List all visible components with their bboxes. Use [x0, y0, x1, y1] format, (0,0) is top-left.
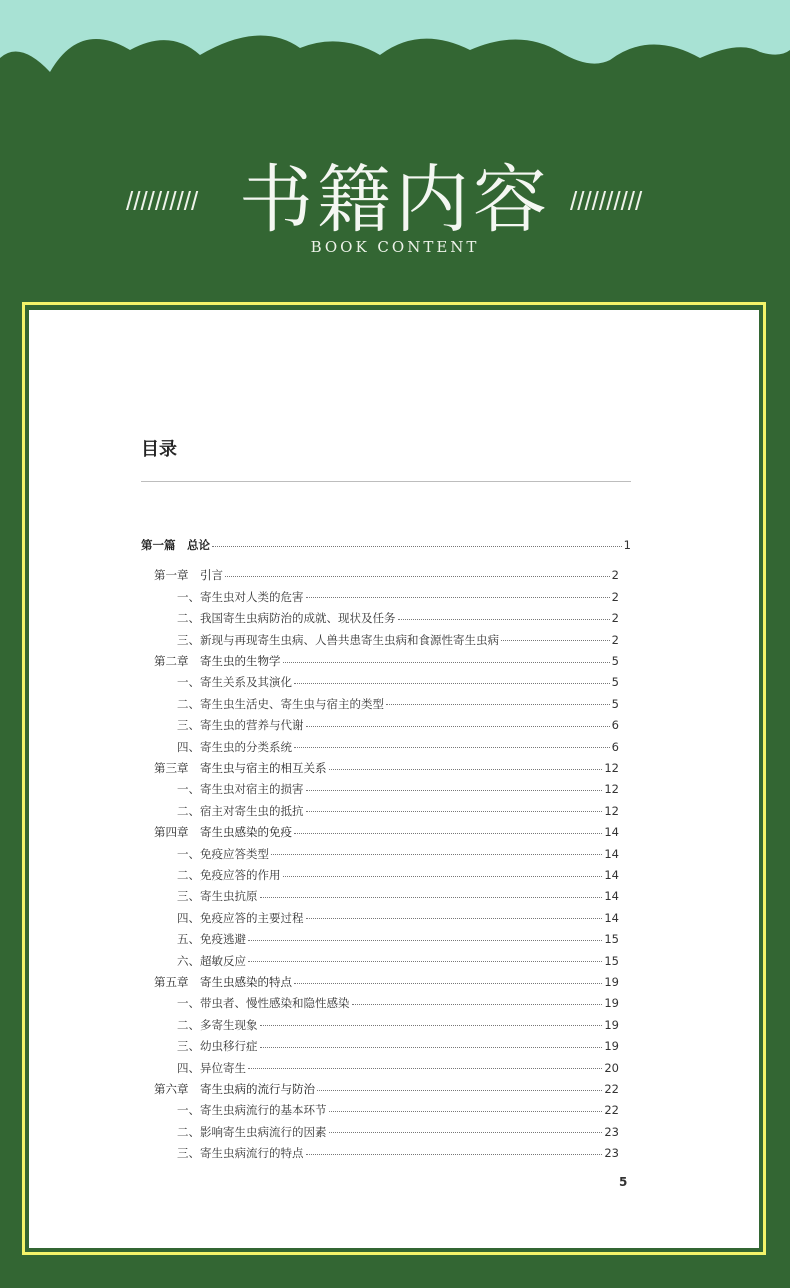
toc-entry-page: 19 [604, 1017, 619, 1032]
toc-entry-page: 22 [604, 1082, 619, 1096]
toc-entry-chapter [154, 1080, 619, 1098]
sky-wave-background [0, 0, 790, 120]
page-title: 书籍内容 [239, 157, 551, 243]
toc-entry-page: 1 [623, 538, 631, 552]
toc-leader-dots [329, 1111, 603, 1112]
toc-entry-section [177, 909, 619, 927]
toc-entry-page: 14 [604, 825, 619, 840]
toc-leader-dots [212, 546, 622, 547]
toc-entry-label: 一、寄生虫对宿主的损害 [177, 782, 304, 797]
toc-leader-dots [260, 897, 603, 898]
toc-leader-dots [225, 576, 610, 577]
toc-entry-label: 二、宿主对寄生虫的抵抗 [177, 803, 304, 818]
page-subtitle: BOOK CONTENT [310, 238, 480, 256]
toc-leader-dots [294, 983, 602, 984]
toc-leader-dots [248, 1068, 602, 1069]
toc-entry-page: 2 [611, 568, 619, 583]
toc-leader-dots [306, 790, 603, 791]
toc-entry-label: 二、免疫应答的作用 [177, 868, 281, 882]
toc-entry-section [177, 609, 619, 627]
toc-entry-section [177, 631, 619, 649]
toc-entry-section [177, 716, 619, 734]
toc-leader-dots [306, 811, 603, 812]
toc-entry-label: 二、我国寄生虫病防治的成就、现状及任务 [177, 611, 396, 626]
toc-leader-dots [501, 640, 610, 641]
toc-entry-label: 六、超敏反应 [177, 953, 246, 968]
toc-entry-chapter [154, 566, 619, 584]
toc-leader-dots [248, 940, 602, 941]
toc-entry-page: 5 [611, 654, 619, 668]
toc-leader-dots [271, 854, 602, 855]
toc-entry-page: 14 [604, 846, 619, 861]
book-page-frame [22, 302, 766, 1255]
toc-entry-section [177, 887, 619, 905]
toc-entry-section [177, 930, 619, 948]
toc-entry-label: 第二章 寄生虫的生物学 [154, 654, 281, 668]
toc-entry-label: 一、寄生虫病流行的基本环节 [177, 1103, 327, 1118]
toc-divider [141, 481, 631, 482]
page-number: 5 [619, 1175, 628, 1189]
toc-entry-label: 二、影响寄生虫病流行的因素 [177, 1124, 327, 1139]
toc-entry-page: 14 [604, 889, 619, 904]
book-page [29, 310, 759, 1248]
toc-entry-page: 19 [604, 996, 619, 1011]
toc-entry-label: 五、免疫逃避 [177, 932, 246, 947]
toc-leader-dots [294, 747, 610, 748]
toc-entry-page: 22 [604, 1103, 619, 1118]
toc-entry-section [177, 673, 619, 691]
toc-entry-page: 14 [604, 910, 619, 925]
toc-entry-label: 一、寄生关系及其演化 [177, 675, 292, 690]
toc-entry-page: 2 [611, 589, 619, 604]
toc-entry-section [177, 994, 619, 1012]
toc-leader-dots [329, 1132, 603, 1133]
toc-entry-label: 三、新现与再现寄生虫病、人兽共患寄生虫病和食源性寄生虫病 [177, 632, 499, 647]
toc-leader-dots [386, 704, 610, 705]
toc-entry-section [177, 952, 619, 970]
toc-entry-chapter [154, 823, 619, 841]
toc-leader-dots [329, 769, 603, 770]
toc-entry-label: 第六章 寄生虫病的流行与防治 [154, 1082, 315, 1096]
toc-entry-section [177, 1144, 619, 1162]
toc-leader-dots [306, 1154, 603, 1155]
toc-entry-page: 12 [604, 761, 619, 775]
toc-leader-dots [260, 1025, 603, 1026]
toc-entry-label: 三、寄生虫抗原 [177, 889, 258, 904]
toc-entry-label: 第一篇 总论 [141, 538, 210, 552]
toc-heading: 目录 [141, 439, 177, 460]
toc-entry-section [177, 588, 619, 606]
toc-entry-page: 15 [604, 932, 619, 947]
toc-entry-chapter [154, 759, 619, 777]
toc-leader-dots [283, 876, 603, 877]
toc-entry-section [177, 780, 619, 798]
toc-entry-label: 四、寄生虫的分类系统 [177, 739, 292, 754]
toc-entry-page: 12 [604, 803, 619, 818]
right-decoration: ////////// [570, 186, 643, 216]
toc-leader-dots [306, 597, 610, 598]
toc-entry-page: 15 [604, 953, 619, 968]
toc-entry-section [177, 1123, 619, 1141]
toc-entry-section [177, 1059, 619, 1077]
toc-entry-label: 三、寄生虫的营养与代谢 [177, 718, 304, 733]
toc-entry-page: 20 [604, 1060, 619, 1075]
toc-leader-dots [317, 1090, 602, 1091]
toc-entry-section [177, 845, 619, 863]
toc-entry-page: 19 [604, 1039, 619, 1054]
toc-entry-label: 一、免疫应答类型 [177, 846, 269, 861]
toc-leader-dots [248, 961, 602, 962]
left-decoration: ////////// [126, 186, 199, 216]
toc-entry-chapter [154, 652, 619, 670]
toc-entry-label: 一、寄生虫对人类的危害 [177, 589, 304, 604]
toc-entry-chapter [154, 973, 619, 991]
toc-leader-dots [306, 918, 603, 919]
toc-entry-label: 四、异位寄生 [177, 1060, 246, 1075]
toc-entry-part [141, 536, 631, 554]
toc-entry-label: 二、寄生虫生活史、寄生虫与宿主的类型 [177, 696, 384, 711]
toc-entry-label: 第四章 寄生虫感染的免疫 [154, 825, 292, 840]
toc-entry-page: 12 [604, 782, 619, 797]
toc-entry-page: 23 [604, 1124, 619, 1139]
toc-entry-label: 第三章 寄生虫与宿主的相互关系 [154, 761, 327, 775]
toc-entry-label: 三、幼虫移行症 [177, 1039, 258, 1054]
toc-entry-section [177, 866, 619, 884]
toc-entry-page: 19 [604, 975, 619, 989]
toc-entry-section [177, 695, 619, 713]
toc-entry-section [177, 802, 619, 820]
toc-entry-label: 三、寄生虫病流行的特点 [177, 1146, 304, 1161]
toc-entry-label: 一、带虫者、慢性感染和隐性感染 [177, 996, 350, 1011]
toc-leader-dots [306, 726, 610, 727]
toc-entry-section [177, 1101, 619, 1119]
toc-entry-page: 6 [611, 739, 619, 754]
toc-entry-page: 2 [611, 632, 619, 647]
toc-entry-section [177, 1016, 619, 1034]
toc-leader-dots [294, 683, 610, 684]
toc-leader-dots [352, 1004, 603, 1005]
toc-leader-dots [294, 833, 602, 834]
toc-entry-section [177, 1037, 619, 1055]
toc-entry-label: 二、多寄生现象 [177, 1017, 258, 1032]
toc-entry-label: 四、免疫应答的主要过程 [177, 910, 304, 925]
header [0, 150, 790, 256]
toc-leader-dots [260, 1047, 603, 1048]
toc-entry-page: 2 [611, 611, 619, 626]
toc-entry-page: 14 [604, 868, 619, 882]
toc-entry-section [177, 738, 619, 756]
toc-entry-page: 23 [604, 1146, 619, 1161]
toc-entry-page: 5 [611, 675, 619, 690]
toc-leader-dots [398, 619, 610, 620]
toc-entry-label: 第五章 寄生虫感染的特点 [154, 975, 292, 989]
toc-entry-page: 5 [611, 696, 619, 711]
toc-leader-dots [283, 662, 610, 663]
toc-entry-label: 第一章 引言 [154, 568, 223, 583]
toc-entry-page: 6 [611, 718, 619, 733]
